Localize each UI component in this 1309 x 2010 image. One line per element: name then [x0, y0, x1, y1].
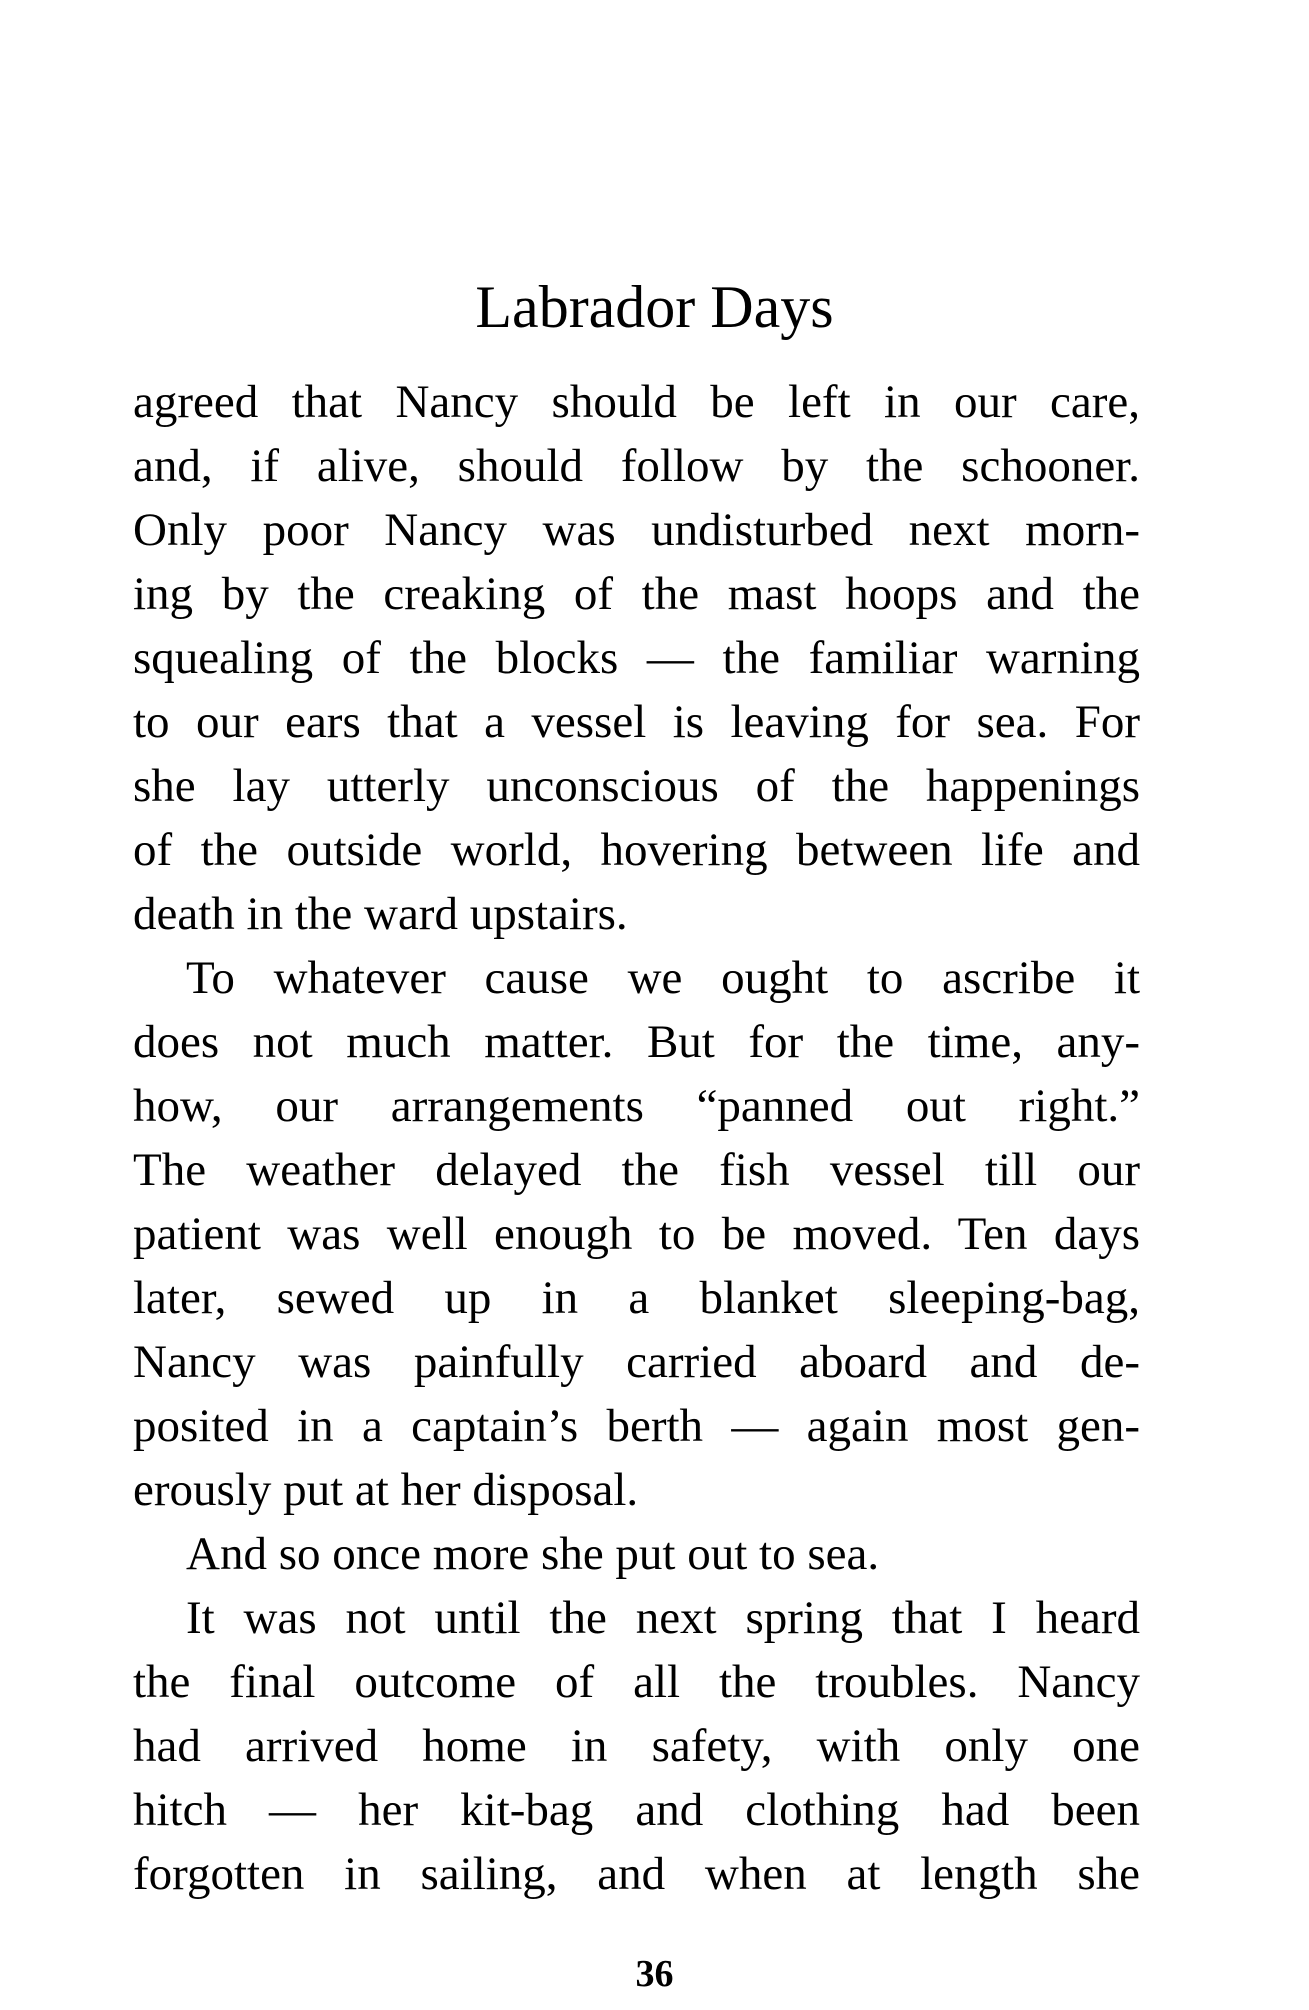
- text-line: The weather delayed the fish vessel till our: [133, 1144, 1140, 1196]
- text-line: It was not until the next spring that I heard: [186, 1592, 1140, 1644]
- text-line: To whatever cause we ought to ascribe it: [186, 952, 1140, 1004]
- text-line: patient was well enough to be moved. Ten days: [133, 1208, 1140, 1260]
- paragraph-3: [133, 1522, 1140, 1586]
- text-line: of the outside world, hovering between life and: [133, 824, 1140, 876]
- text-line: squealing of the blocks — the familiar warning: [133, 632, 1140, 684]
- text-line: to our ears that a vessel is leaving for sea. For: [133, 696, 1140, 748]
- text-line: Only poor Nancy was undisturbed next morn-: [133, 504, 1140, 556]
- text-line: And so once more she put out to sea.: [186, 1528, 880, 1580]
- paragraph-1: [133, 370, 1140, 946]
- page-title: Labrador Days: [475, 274, 834, 340]
- text-line: Nancy was painfully carried aboard and de-: [133, 1336, 1140, 1388]
- text-line: later, sewed up in a blanket sleeping-bag,: [133, 1272, 1140, 1324]
- text-line: hitch — her kit-bag and clothing had been: [133, 1784, 1140, 1836]
- text-line: had arrived home in safety, with only one: [133, 1720, 1140, 1772]
- text-line: how, our arrangements “panned out right.”: [133, 1080, 1140, 1132]
- text-line: and, if alive, should follow by the schooner.: [133, 440, 1140, 492]
- text-line: she lay utterly unconscious of the happenings: [133, 760, 1140, 812]
- text-line: erously put at her disposal.: [133, 1464, 639, 1516]
- page-number: 36: [635, 1953, 674, 1995]
- text-line: death in the ward upstairs.: [133, 888, 628, 940]
- paragraph-2: [133, 946, 1140, 1522]
- text-line: ing by the creaking of the mast hoops and the: [133, 568, 1140, 620]
- text-line: posited in a captain’s berth — again most gen-: [133, 1400, 1140, 1452]
- paragraph-4: [133, 1586, 1140, 1906]
- body-text: [133, 370, 1140, 1906]
- text-line: agreed that Nancy should be left in our care,: [133, 376, 1140, 428]
- text-line: the final outcome of all the troubles. Nancy: [133, 1656, 1140, 1708]
- text-line: does not much matter. But for the time, any-: [133, 1016, 1140, 1068]
- text-line: forgotten in sailing, and when at length she: [133, 1848, 1140, 1900]
